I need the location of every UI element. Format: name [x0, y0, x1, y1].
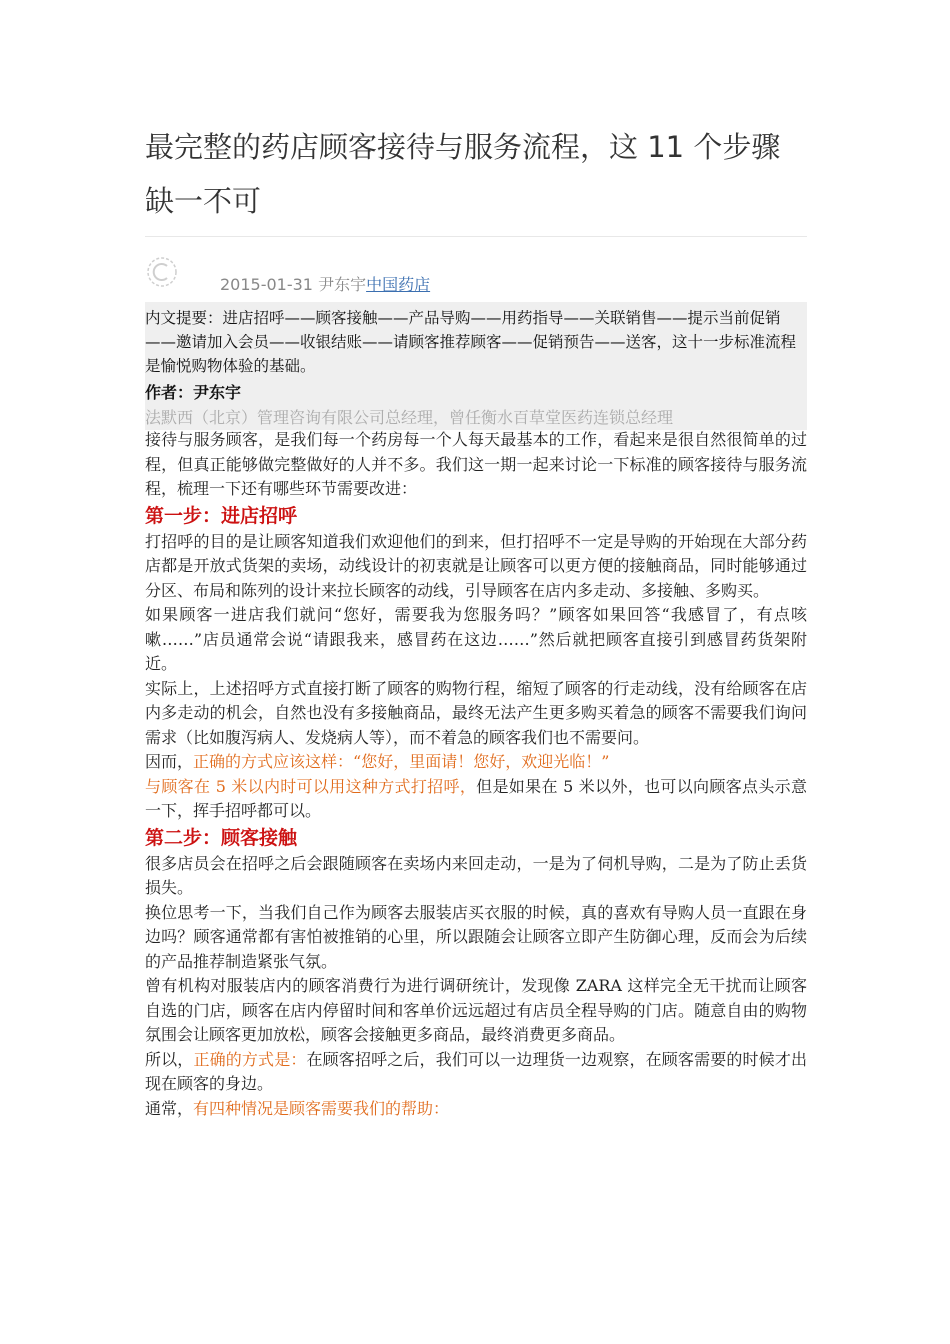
author-description: 法默西（北京）管理咨询有限公司总经理，曾任衡水百草堂医药连锁总经理 [145, 408, 674, 427]
step2-paragraph-5 [145, 1097, 807, 1122]
publisher-logo-icon [145, 255, 179, 289]
publish-date: 2015-01-31 [220, 275, 313, 294]
step1-p4-highlight: 正确的方式应该这样：“您好，里面请！您好，欢迎光临！” [193, 752, 610, 771]
step2-paragraph-3: 曾有机构对服装店内的顾客消费行为进行调研统计，发现像 ZARA 这样完全无干扰而让顾客自选的门店，顾客在店内停留时间和客单价远远超过有店员全程导购的门店。随意自由的购物氛围会让顾客更加放松，顾客会接触更多商品，最终消费更多商品。 [145, 976, 807, 1044]
step1-paragraph-4 [145, 750, 807, 775]
step1-paragraph-1: 打招呼的目的是让顾客知道我们欢迎他们的到来，但打招呼不一定是导购的开始现在大部分药店都是开放式货架的卖场，动线设计的初衷就是让顾客可以更方便的接触商品，同时能够通过分区、布局和陈列的设计来拉长顾客的动线，引导顾客在店内多走动、多接触、多购买。 [145, 531, 807, 600]
step1-p5-rest: 但是如果在 5 米以外，也可以向顾客点头示意一下，挥手招呼都可以。 [145, 776, 807, 820]
author-line: 作者：尹东宇 [145, 383, 242, 402]
article-summary: 内文提要：进店招呼——顾客接触——产品导购——用药指导——关联销售——提示当前促销——邀请加入会员——收银结账——请顾客推荐顾客——促销预告——送客，这十一步标准流程是愉悦购物体验的基础。 [145, 309, 797, 375]
step2-p4-prefix: 所以， [145, 1049, 194, 1069]
step1-paragraph-3: 实际上，上述招呼方式直接打断了顾客的购物行程，缩短了顾客的行走动线，没有给顾客在店内多走动的机会，自然也没有多接触商品，最终无法产生更多购买着急的顾客不需要我们询问需求（比如腹泻病人、发烧病人等），而不着急的顾客我们也不需要问。 [145, 678, 807, 747]
article-body [145, 428, 807, 1121]
step2-p4-rest: 在顾客招呼之后，我们可以一边理货一边观察，在顾客需要的时候才出现在顾客的身边。 [145, 1049, 807, 1093]
step2-heading: 第二步：顾客接触 [145, 826, 298, 849]
intro-paragraph: 接待与服务顾客，是我们每一个药房每一个人每天最基本的工作，看起来是很自然很简单的过程，但真正能够做完整做好的人并不多。我们这一期一起来讨论一下标准的顾客接待与服务流程，梳理一下还有哪些环节需要改进： [145, 430, 807, 498]
step2-p4-highlight: 正确的方式是： [193, 1049, 307, 1069]
step1-paragraph-2: 如果顾客一进店我们就问“您好，需要我为您服务吗？”顾客如果回答“我感冒了，有点咳嗽……”店员通常会说“请跟我来，感冒药在这边……”然后就把顾客直接引到感冒药货架附近。 [145, 605, 807, 673]
step2-paragraph-4 [145, 1048, 807, 1097]
source-link[interactable]: 中国药店 [366, 275, 431, 294]
step1-p4-prefix: 因而， [145, 752, 194, 771]
article-title: 最完整的药店顾客接待与服务流程，这 11 个步骤缺一不可 [145, 130, 781, 218]
step1-heading: 第一步：进店招呼 [145, 504, 298, 527]
step2-p5-highlight: 有四种情况是顾客需要我们的帮助： [193, 1098, 450, 1118]
step2-p5-prefix: 通常， [145, 1098, 194, 1118]
title-divider [145, 236, 807, 237]
step2-paragraph-2: 换位思考一下，当我们自己作为顾客去服装店买衣服的时候，真的喜欢有导购人员一直跟在身边吗？顾客通常都有害怕被推销的心里，所以跟随会让顾客立即产生防御心理，反而会为后续的产品推荐制造紧张气氛。 [145, 902, 807, 971]
step1-p5-highlight: 与顾客在 5 米以内时可以用这种方式打招呼， [145, 776, 477, 796]
article-meta [220, 272, 430, 295]
author-name: 尹东宇 [318, 275, 367, 294]
step2-paragraph-1: 很多店员会在招呼之后会跟随顾客在卖场内来回走动，一是为了伺机导购，二是为了防止丢货损失。 [145, 853, 807, 897]
step1-paragraph-5 [145, 775, 807, 824]
